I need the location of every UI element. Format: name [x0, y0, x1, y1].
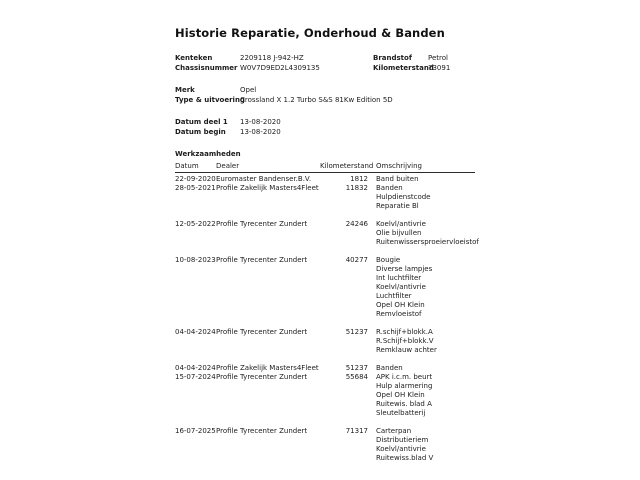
work-row-kilometers: 1812: [350, 175, 368, 183]
work-row-dealer: Profile Tyrecenter Zundert: [216, 427, 308, 435]
work-row-date: 15-07-2024: [175, 373, 216, 381]
work-description-line: Remklauw achter: [376, 346, 437, 354]
work-row: [175, 427, 475, 463]
work-description-line: Sleutelbatterij: [376, 409, 426, 417]
work-row-descriptions: [376, 328, 475, 355]
work-description-line: R.Schijf+blokk.V: [376, 337, 434, 345]
work-description-line: Koelvl/antivrie: [376, 220, 426, 228]
work-description-line: R.schijf+blokk.A: [376, 328, 433, 336]
work-row-date: 12-05-2022: [175, 220, 216, 228]
work-description-line: Opel OH Klein: [376, 391, 425, 399]
datum-begin-label: Datum begin: [175, 128, 226, 136]
work-row-kilometers: 40277: [345, 256, 368, 264]
work-row: [175, 256, 475, 319]
work-description-line: APK i.c.m. beurt: [376, 373, 433, 381]
kenteken-label: Kenteken: [175, 54, 213, 62]
work-row-dealer: Euromaster Bandenser.B.V.: [216, 175, 312, 183]
info-row-merk: [175, 85, 475, 95]
work-row: [175, 220, 479, 247]
info-row-chassisnummer: [175, 63, 475, 73]
work-row-descriptions: [376, 427, 475, 463]
vehicle-history-report: [175, 26, 479, 472]
work-description-line: Carterpan: [376, 427, 412, 435]
work-row-descriptions: [376, 220, 479, 247]
datum-begin-value: 13-08-2020: [240, 128, 281, 136]
work-row-kilometers: 51237: [345, 364, 368, 372]
work-description-line: Distributieriem: [376, 436, 429, 444]
work-row-dealer: Profile Tyrecenter Zundert: [216, 328, 308, 336]
column-header-datum: Datum: [175, 162, 199, 170]
kenteken-value: 2209118 J-942-HZ: [240, 54, 304, 62]
work-description-line: Reparatie Bl: [376, 202, 419, 210]
work-row-kilometers: 51237: [345, 328, 368, 336]
work-description-line: Ruitewiss.blad V: [376, 454, 434, 462]
datum-deel1-label: Datum deel 1: [175, 118, 228, 126]
work-description-line: Hulpdienstcode: [376, 193, 431, 201]
work-description-line: Int luchtfilter: [376, 274, 422, 282]
info-row-datum-begin: [175, 127, 475, 137]
work-description-line: Banden: [376, 184, 403, 192]
table-body: [175, 175, 479, 463]
work-row: [175, 364, 475, 373]
work-row-descriptions: [376, 364, 475, 373]
work-row-date: 10-08-2023: [175, 256, 216, 264]
work-description-line: Diverse lampjes: [376, 265, 433, 273]
brandstof-label: Brandstof: [373, 54, 412, 62]
info-row-type-uitvoering: [175, 95, 475, 105]
work-row-date: 28-05-2021: [175, 184, 216, 192]
work-row-kilometers: 24246: [345, 220, 368, 228]
work-row-dealer: Profile Zakelijk Masters4Fleet: [216, 184, 319, 192]
work-description-line: Luchtfilter: [376, 292, 412, 300]
work-description-line: Band buiten: [376, 175, 419, 183]
work-row-descriptions: [376, 373, 475, 418]
merk-label: Merk: [175, 86, 195, 94]
work-description-line: Remvloeistof: [376, 310, 422, 318]
werkzaamheden-heading: Werkzaamheden: [175, 150, 241, 158]
kilometerstand-label: Kilometerstand: [373, 64, 434, 72]
work-row-dealer: Profile Tyrecenter Zundert: [216, 220, 308, 228]
chassisnummer-value: W0V7D9ED2L4309135: [240, 64, 320, 72]
work-row-date: 22-09-2020: [175, 175, 216, 183]
chassisnummer-label: Chassisnummer: [175, 64, 238, 72]
work-row-kilometers: 11832: [345, 184, 368, 192]
work-description-line: Olie bijvullen: [376, 229, 422, 237]
info-row-datum-deel1: [175, 117, 475, 127]
work-row-dealer: Profile Tyrecenter Zundert: [216, 256, 308, 264]
column-header-dealer: Dealer: [216, 162, 240, 170]
work-description-line: Ruitewis. blad A: [376, 400, 432, 408]
work-description-line: Banden: [376, 364, 403, 372]
section-gap: [175, 137, 475, 149]
work-row: [175, 175, 475, 184]
merk-value: Opel: [240, 86, 257, 94]
work-row-date: 04-04-2024: [175, 364, 216, 372]
work-description-line: Koelvl/antivrie: [376, 445, 426, 453]
page-title: Historie Reparatie, Onderhoud & Banden: [175, 26, 445, 40]
work-row-descriptions: [376, 184, 475, 211]
work-row-dealer: Profile Zakelijk Masters4Fleet: [216, 364, 319, 372]
work-row-dealer: Profile Tyrecenter Zundert: [216, 373, 308, 381]
section-gap: [175, 73, 475, 85]
type-uitvoering-label: Type & uitvoering: [175, 96, 245, 104]
column-header-kilometerstand: Kilometerstand: [320, 162, 374, 170]
type-uitvoering-value: Crossland X 1.2 Turbo S&S 81Kw Edition 5D: [240, 96, 393, 104]
work-description-line: Hulp alarmering: [376, 382, 433, 390]
brandstof-value: Petrol: [428, 54, 448, 62]
work-description-line: Ruitenwissersproeiervloeistof: [376, 238, 479, 246]
section-gap: [175, 105, 475, 117]
work-description-line: Opel OH Klein: [376, 301, 425, 309]
work-row-date: 16-07-2025: [175, 427, 216, 435]
werkzaamheden-table: [175, 162, 479, 463]
work-row-kilometers: 55684: [345, 373, 368, 381]
column-header-omschrijving: Omschrijving: [376, 162, 422, 170]
work-row: [175, 328, 475, 355]
work-description-line: Bougie: [376, 256, 401, 264]
work-row-kilometers: 71317: [345, 427, 368, 435]
work-row-descriptions: [376, 175, 475, 184]
work-description-line: Koelvl/antivrie: [376, 283, 426, 291]
info-row-kenteken: [175, 53, 475, 63]
work-row-descriptions: [376, 256, 475, 319]
work-row-date: 04-04-2024: [175, 328, 216, 336]
datum-deel1-value: 13-08-2020: [240, 118, 281, 126]
kilometerstand-value: 73091: [428, 64, 451, 72]
work-row: [175, 373, 475, 418]
table-header-row: [175, 162, 475, 173]
work-row: [175, 184, 475, 211]
